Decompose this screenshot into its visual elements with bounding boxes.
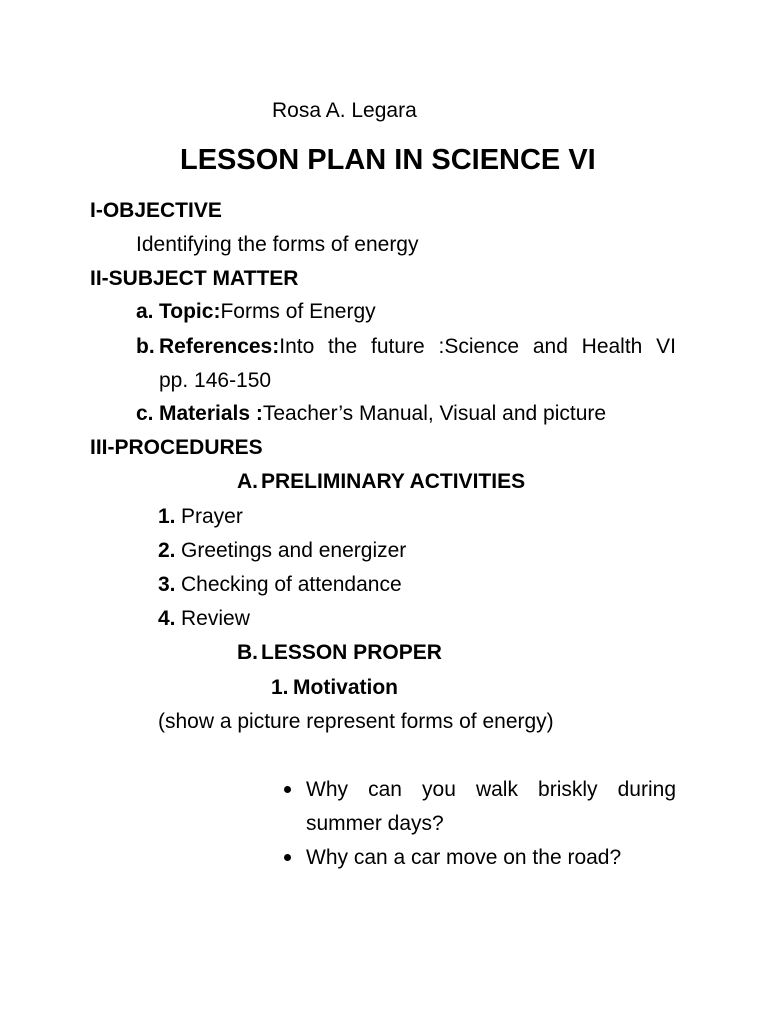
list-item-number: 3. [158,573,176,596]
question-line: Why can a car move on the road? [306,846,622,869]
author-name: Rosa A. Legara [272,99,417,122]
lesson-proper-marker: B. [237,641,258,664]
bullet-icon [284,786,291,793]
preliminary-title: PRELIMINARY ACTIVITIES [261,470,526,493]
objective-text: Identifying the forms of energy [136,233,419,256]
lesson-proper-title: LESSON PROPER [261,641,442,664]
list-item [158,538,406,564]
topic-line [136,299,376,325]
references-line [159,334,676,360]
list-item-number: 1. [158,505,176,528]
lesson-proper-heading [237,640,442,666]
references-value: Into the future :Science and Health VI [279,335,676,358]
motivation-note: (show a picture represent forms of energy) [158,710,554,733]
subject-matter-heading: II-SUBJECT MATTER [90,267,299,290]
question-continuation: summer days? [306,812,444,835]
list-item [158,504,243,530]
motivation-number: 1. [271,676,289,699]
question-line: Why can you walk briskly during [306,778,676,801]
list-item-number: 2. [158,539,176,562]
preliminary-marker: A. [237,470,258,493]
list-item [158,572,402,598]
bullet-icon [284,854,291,861]
procedures-heading: III-PROCEDURES [90,436,263,459]
list-item-text: Review [181,607,250,630]
references-continuation: pp. 146-150 [159,369,272,392]
topic-value: Forms of Energy [220,300,376,323]
objective-heading: I-OBJECTIVE [90,199,222,222]
list-item-text: Prayer [181,505,243,528]
references-marker-line [136,334,155,360]
list-item-text: Greetings and energizer [181,539,407,562]
references-marker: b. [136,335,155,358]
list-item [158,606,250,632]
topic-label: Topic: [159,300,221,323]
topic-marker: a. [136,300,154,323]
materials-label: Materials : [159,402,263,425]
materials-marker: c. [136,402,154,425]
list-item-number: 4. [158,607,176,630]
materials-value: Teacher’s Manual, Visual and picture [262,402,607,425]
motivation-label: Motivation [293,676,398,699]
document-title: LESSON PLAN IN SCIENCE VI [180,144,596,176]
motivation-heading [271,675,398,701]
preliminary-heading [237,469,525,495]
references-label: References: [159,335,280,358]
list-item-text: Checking of attendance [181,573,402,596]
materials-line [136,401,606,427]
